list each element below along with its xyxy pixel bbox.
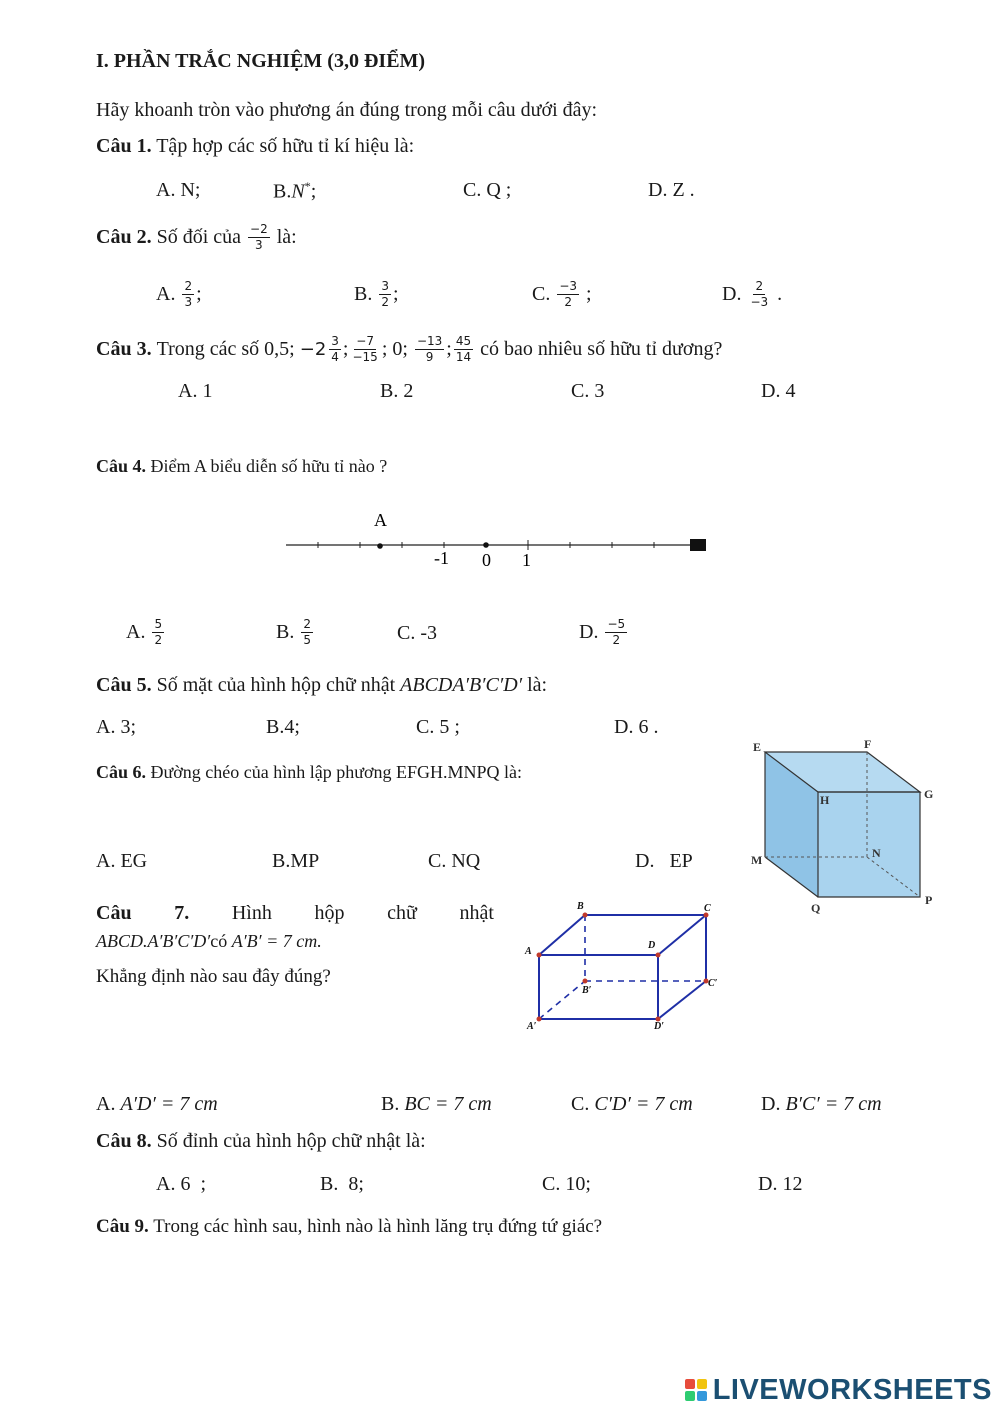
tick-label-0: 0 (482, 550, 491, 570)
tick-label-minus1: -1 (434, 548, 449, 568)
svg-text:B′: B′ (582, 985, 592, 996)
q8-option-a[interactable]: A. 6 ; (156, 1173, 206, 1195)
q4-option-c[interactable]: C. -3 (397, 622, 437, 644)
q2-option-b[interactable]: B. $\frac{3}{2}$ ; (354, 278, 399, 309)
question-text: Tập hợp các số hữu tỉ kí hiệu là: (156, 135, 415, 157)
question-4: Câu 4. Điểm A biểu diễn số hữu tỉ nào ? (96, 456, 388, 476)
q8-option-d[interactable]: D. 12 (758, 1173, 803, 1195)
origin-point (483, 542, 489, 548)
section-title: I. PHẦN TRẮC NGHIỆM (3,0 ĐIỂM) (96, 50, 426, 72)
instruction: Hãy khoanh tròn vào phương án đúng trong mỗi câu dưới đây: (96, 99, 598, 121)
question-2: Câu 2. Số đối của $\frac{-2}{3}$ là: (96, 221, 297, 252)
q5-option-b[interactable]: B.4; (266, 716, 300, 738)
tick-label-1: 1 (522, 550, 531, 570)
q7-option-b[interactable]: B. BC = 7 cm (381, 1093, 492, 1115)
svg-text:A: A (525, 946, 532, 957)
svg-text:B: B (577, 901, 584, 912)
q2-option-d[interactable]: D. $\frac{2}{-3}$ . (722, 278, 783, 309)
svg-text:G: G (924, 787, 934, 801)
liveworksheets-logo (685, 1375, 992, 1405)
point-a (377, 543, 383, 549)
q5-option-d[interactable]: D. 6 . (614, 716, 659, 738)
question-9: Câu 9. Trong các hình sau, hình nào là hình lăng trụ đứng tứ giác? (96, 1216, 603, 1237)
question-text: Số đối của (156, 225, 242, 248)
q1-option-c[interactable]: C. Q ; (463, 179, 512, 201)
q1-option-a[interactable]: A. N; (156, 179, 201, 201)
svg-text:H: H (820, 793, 830, 807)
number-line (280, 505, 720, 575)
question-7-line2: ABCD.A′B′C′D′có A′B′ = 7 cm. (96, 931, 322, 951)
q6-option-b[interactable]: B.MP (272, 850, 320, 872)
question-1 (96, 135, 414, 158)
svg-text:D′: D′ (654, 1021, 665, 1032)
svg-text:Q: Q (811, 901, 821, 915)
svg-text:E: E (753, 740, 762, 754)
q3-option-b[interactable]: B. 2 (380, 380, 414, 402)
q2-option-c[interactable]: C. $\frac{-3}{2}$ ; (532, 278, 592, 309)
question-label: Câu 2. (96, 225, 152, 248)
q6-option-a[interactable]: A. EG (96, 850, 148, 872)
q4-option-d[interactable]: D. $\frac{-5}{2}$ (579, 616, 626, 647)
q1-option-b[interactable]: B.N*; (273, 179, 317, 203)
q4-option-a[interactable]: A. $\frac{5}{2}$ (126, 616, 163, 647)
q5-option-a[interactable]: A. 3; (96, 716, 136, 738)
logo-text: LIVEWORKSHEETS (712, 1373, 992, 1406)
question-label: Câu 8. (96, 1130, 152, 1152)
q7-option-d[interactable]: D. B′C′ = 7 cm (761, 1093, 882, 1115)
q3-option-a[interactable]: A. 1 (178, 380, 213, 402)
question-label: Câu 1. (96, 135, 152, 157)
q3-option-d[interactable]: D. 4 (761, 380, 796, 402)
svg-text:D: D (648, 940, 656, 951)
logo-mark-icon (685, 1379, 707, 1401)
question-7-line3: Khẳng định nào sau đây đúng? (96, 966, 331, 987)
question-8: Câu 8. Số đỉnh của hình hộp chữ nhật là: (96, 1130, 426, 1152)
svg-text:M: M (751, 853, 763, 867)
question-label: Câu 3. (96, 337, 152, 360)
svg-text:A′: A′ (527, 1021, 537, 1032)
svg-text:C: C (704, 903, 711, 914)
cube-figure (745, 732, 945, 922)
question-label: Câu 5. (96, 674, 152, 696)
svg-text:F: F (864, 737, 872, 751)
q6-option-c[interactable]: C. NQ (428, 850, 481, 872)
point-a-label: A (374, 510, 387, 530)
arrow-head-icon (690, 539, 706, 551)
svg-text:C′: C′ (708, 978, 718, 989)
svg-text:P: P (925, 893, 933, 907)
q3-option-c[interactable]: C. 3 (571, 380, 605, 402)
question-5: Câu 5. Số mặt của hình hộp chữ nhật ABCDA′B′C′D′ là: (96, 674, 548, 696)
question-label: Câu 4. (96, 456, 147, 476)
question-7: Câu 7. Hình hộp chữ nhật (96, 902, 494, 924)
question-3: Câu 3. Trong các số 0,5; −2 $\frac{3}{4}$ ; $\frac{-7}{-15}$ ; 0; $\frac{-13}{9}$ ; $\frac{45}{14}$ có bao nhiêu số hữu tỉ dương? (96, 333, 723, 364)
mixed-number: −2 $\frac{3}{4}$ (299, 333, 339, 364)
question-label: Câu 9. (96, 1216, 149, 1237)
q6-option-d[interactable]: D. EP (635, 850, 693, 872)
question-6: Câu 6. Đường chéo của hình lập phương EFGH.MNPQ là: (96, 762, 523, 782)
q8-option-c[interactable]: C. 10; (542, 1173, 591, 1195)
q1-option-d[interactable]: D. Z . (648, 179, 695, 201)
box-figure (520, 898, 730, 1038)
svg-text:N: N (872, 846, 881, 860)
q5-option-c[interactable]: C. 5 ; (416, 716, 460, 738)
question-label: Câu 6. (96, 762, 147, 782)
q7-option-c[interactable]: C. C′D′ = 7 cm (571, 1093, 693, 1115)
q4-option-b[interactable]: B. $\frac{2}{5}$ (276, 616, 311, 647)
q8-option-b[interactable]: B. 8; (320, 1173, 364, 1195)
fraction: $\frac{-2}{3}$ (250, 221, 268, 252)
q2-option-a[interactable]: A. $\frac{2}{3}$ ; (156, 278, 202, 309)
q7-option-a[interactable]: A. A′D′ = 7 cm (96, 1093, 218, 1115)
